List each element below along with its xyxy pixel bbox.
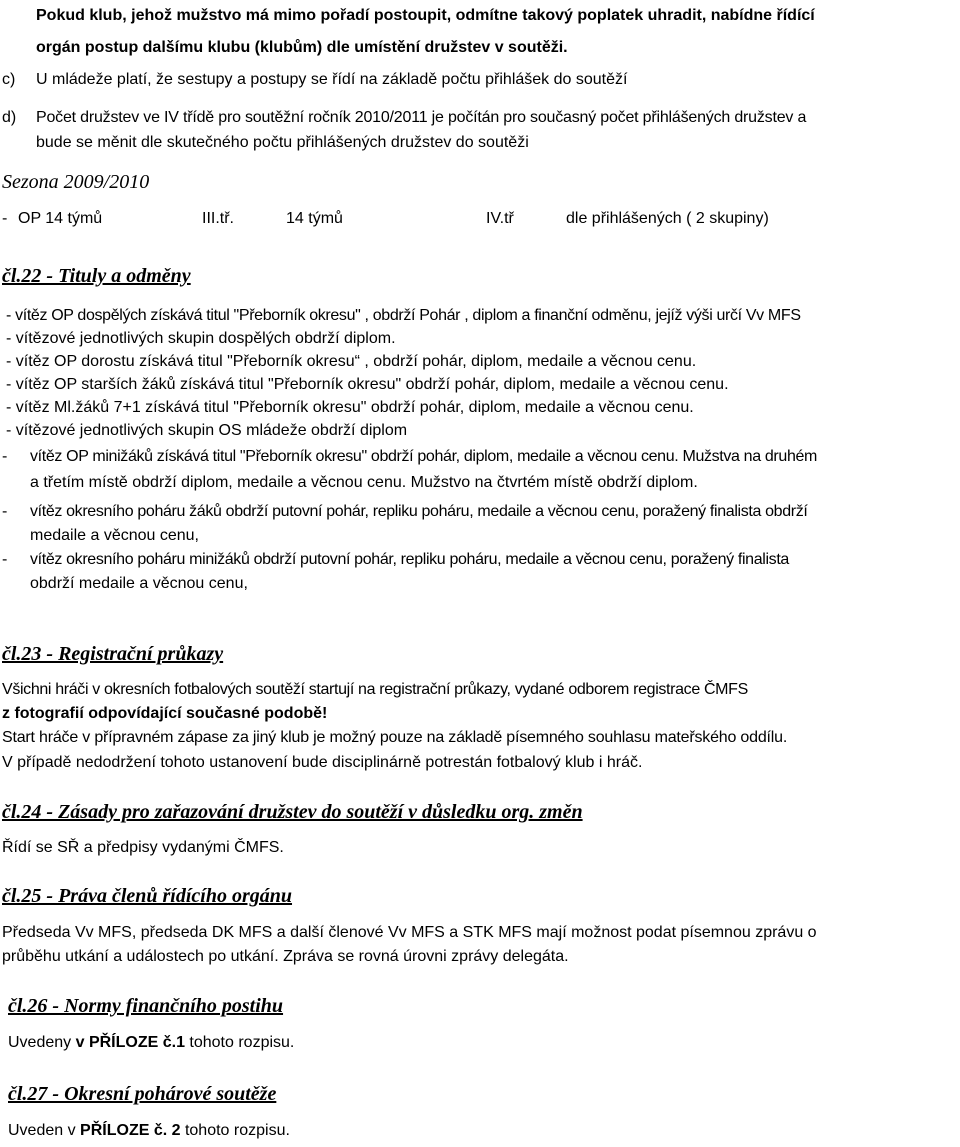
art22-line-5: - vítězové jednotlivých skupin OS mládeže obdrží diplom — [6, 422, 408, 439]
article-26-heading: čl.26 - Normy finančního postihu — [8, 995, 284, 1017]
article-25-heading: čl.25 - Práva členů řídícího orgánu — [2, 885, 293, 907]
item-d-text-1: Počet družstev ve IV třídě pro soutěžní ročník 2010/2011 je počítán pro současný počet přihlášených družstev a — [36, 109, 807, 126]
art22-line-3: - vítěz OP starších žáků získává titul "Přeborník okresu" obdrží pohár, diplom, medaile a věcnou cenu. — [6, 376, 729, 393]
art25-line-1: Předseda Vv MFS, předseda DK MFS a další členové Vv MFS a STK MFS mají možnost podat písemnou zprávu o — [2, 924, 817, 941]
art23-line-1: Všichni hráči v okresních fotbalových soutěží startují na registrační průkazy, vydané odborem registrace ČMFS — [2, 681, 748, 698]
art22-line-2: - vítěz OP dorostu získává titul "Přeborník okresu“ , obdrží pohár, diplom, medaile a věcnou cenu. — [6, 353, 697, 370]
season-col-class4: IV.tř — [486, 210, 514, 227]
art22-line-0: - vítěz OP dospělých získává titul "Přeborník okresu" , obdrží Pohár , diplom a finanční odměnu, jejíž výši určí Vv MFS — [6, 307, 801, 324]
article-23-heading: čl.23 - Registrační průkazy — [2, 643, 224, 665]
item-c-text: U mládeže platí, že sestupy a postupy se řídí na základě počtu přihlášek do soutěží — [36, 71, 628, 88]
item-c-marker: c) — [2, 71, 16, 88]
article-27-heading: čl.27 - Okresní pohárové soutěže — [8, 1083, 277, 1105]
art24-line-1: Řídí se SŘ a předpisy vydanými ČMFS. — [2, 839, 284, 856]
art22-mini-line-2: a třetím místě obdrží diplom, medaile a věcnou cenu. Mužstvo na čtvrtém místě obdrží diplom. — [30, 474, 698, 491]
art26-pre: Uvedeny — [8, 1034, 76, 1051]
art22-line-4: - vítěz Ml.žáků 7+1 získává titul "Přeborník okresu" obdrží pohár, diplom, medaile a věcnou cenu. — [6, 399, 694, 416]
art27-attachment: PŘÍLOZE č. 2 — [80, 1122, 181, 1139]
art22-cup-dash: - — [2, 503, 8, 520]
art27-text — [8, 1121, 290, 1141]
season-dash: - — [2, 210, 8, 227]
art22-cupmini-line-2: obdrží medaile a věcnou cenu, — [30, 575, 248, 592]
article-22-heading: čl.22 - Tituly a odměny — [2, 265, 191, 287]
art22-line-1: - vítězové jednotlivých skupin dospělých obdrží diplom. — [6, 330, 396, 347]
season-col-op: OP 14 týmů — [18, 210, 103, 227]
item-d-text-2: bude se měnit dle skutečného počtu přihlášených družstev do soutěži — [36, 134, 529, 151]
season-heading: Sezona 2009/2010 — [2, 171, 150, 193]
art22-cupmini-dash: - — [2, 551, 8, 568]
item-d-marker: d) — [2, 109, 17, 126]
art22-mini-line-1: vítěz OP minižáků získává titul "Přeborník okresu" obdrží pohár, diplom, medaile a věcnou cenu. Mužstva na druhém — [30, 448, 818, 465]
art22-cup-line-1: vítěz okresního poháru žáků obdrží putovní pohár, repliku poháru, medaile a věcnou cenu, poražený finalista obdrží — [30, 503, 808, 520]
art22-cup-line-2: medaile a věcnou cenu, — [30, 527, 199, 544]
art22-cupmini-line-1: vítěz okresního poháru minižáků obdrží putovní pohár, repliku poháru, medaile a věcnou cenu, poražený finalista — [30, 551, 789, 568]
season-col-class3: III.tř. — [202, 210, 234, 227]
art27-post: tohoto rozpisu. — [180, 1122, 290, 1139]
art23-line-3: Start hráče v přípravném zápase za jiný klub je možný pouze na základě písemného souhlasu mateřského oddílu. — [2, 729, 788, 746]
intro-line-2: orgán postup dalšímu klubu (klubům) dle umístění družstev v soutěži. — [36, 39, 568, 56]
article-24-heading: čl.24 - Zásady pro zařazování družstev do soutěží v důsledku org. změn — [2, 801, 583, 823]
art26-post: tohoto rozpisu. — [184, 1034, 295, 1051]
art22-mini-dash: - — [2, 448, 8, 465]
art25-line-2: průběhu utkání a událostech po utkání. Zpráva se rovná úrovni zprávy delegáta. — [2, 948, 569, 965]
art23-line-2: z fotografií odpovídající současné podobě! — [2, 705, 328, 722]
season-col-groups: dle přihlášených ( 2 skupiny) — [566, 210, 769, 227]
intro-line-1: Pokud klub, jehož mužstvo má mimo pořadí postoupit, odmítne takový poplatek uhradit, nabídne řídící — [36, 7, 815, 24]
art26-attachment: v PŘÍLOZE č.1 — [75, 1034, 185, 1051]
art23-line-4: V případě nedodržení tohoto ustanovení bude disciplinárně potrestán fotbalový klub i hráč. — [2, 754, 643, 771]
season-col-teams: 14 týmů — [286, 210, 343, 227]
art27-pre: Uveden v — [8, 1122, 81, 1139]
art26-text — [8, 1033, 294, 1053]
